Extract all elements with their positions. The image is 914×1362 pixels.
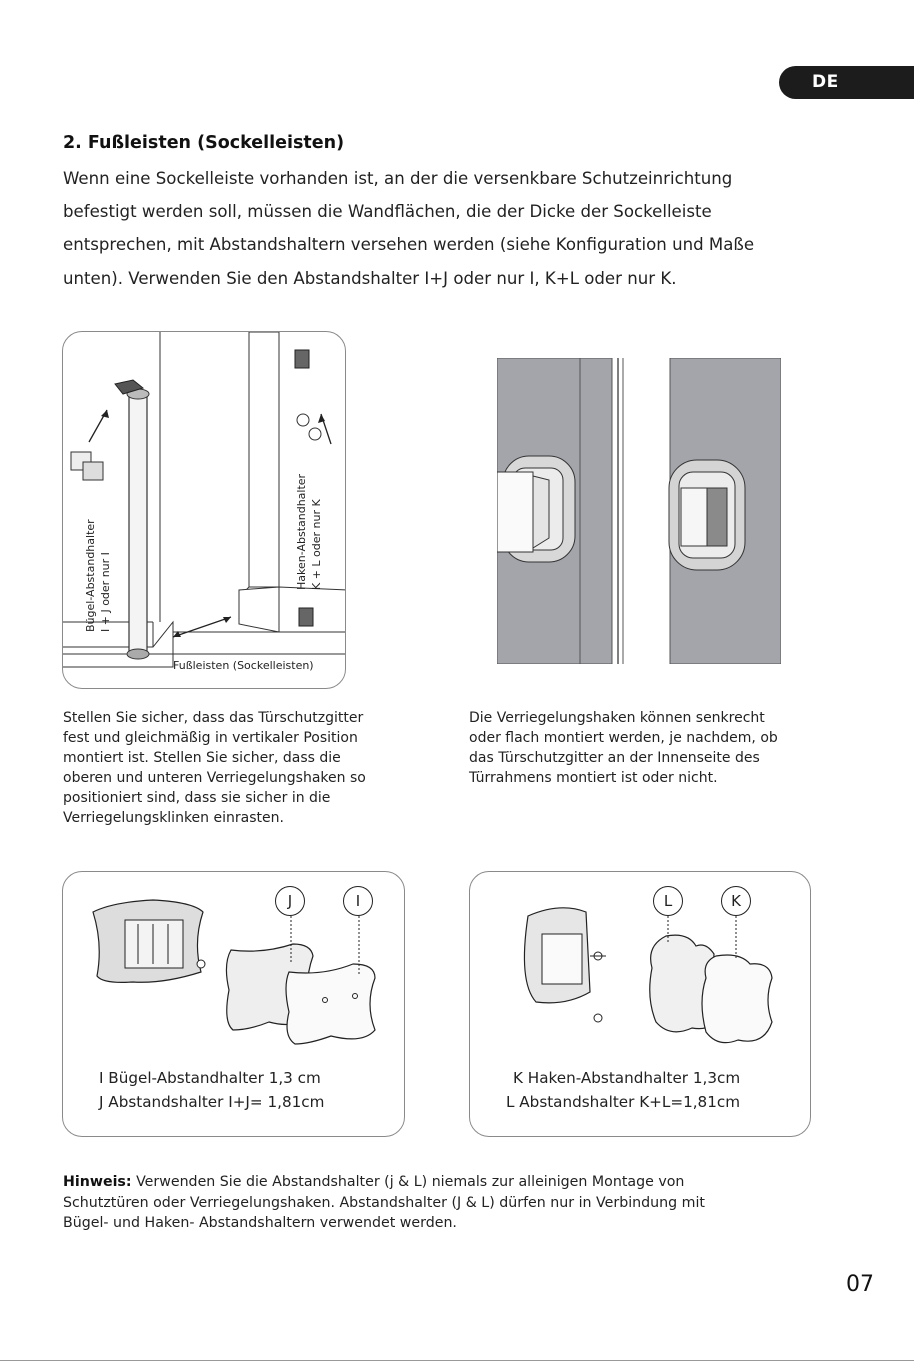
figure-label-right-1: Haken-Abstandhalter [295,473,308,590]
installation-figure [62,331,346,689]
bracket-spacer-panel [62,871,405,1137]
caption-left-line: positioniert sind, dass sie sicher in die [63,790,331,806]
intro-line: Wenn eine Sockelleiste vorhanden ist, an der die versenkbare Schutzeinrichtung [63,169,733,188]
note-text: Bügel- und Haken- Abstandshaltern verwendet werden. [63,1215,457,1231]
badge-i: I [343,886,373,916]
caption-left-line: Verriegelungsklinken einrasten. [63,810,284,826]
caption-left [63,708,366,828]
hook-spacer-specs [506,1066,740,1114]
caption-right-line: das Türschutzgitter an der Innenseite des [469,750,760,766]
figure-label-baseboard: Fußleisten (Sockelleisten) [173,659,314,672]
hook-spacer-illustration [470,872,811,1052]
caption-right [469,708,778,788]
bracket-spacer-specs [99,1066,324,1114]
note-paragraph [63,1172,843,1234]
door-frame-figure [497,358,781,664]
note-text: Schutztüren oder Verriegelungshaken. Abstandshalter (J & L) dürfen nur in Verbindung mit [63,1194,705,1211]
badge-j: J [275,886,305,916]
caption-left-line: Stellen Sie sicher, dass das Türschutzgitter [63,710,364,726]
language-tab: DE [779,66,914,99]
badge-k: K [721,886,751,916]
spec-line: K Haken-Abstandhalter 1,3cm [513,1069,741,1087]
spec-line: L Abstandshalter K+L=1,81cm [506,1093,741,1111]
caption-right-line: oder flach montiert werden, je nachdem, ob [469,730,778,746]
bottom-rule [0,1360,914,1361]
page-number: 07 [846,1272,874,1297]
installation-illustration [63,332,346,689]
section-title: 2. Fußleisten (Sockelleisten) [63,133,345,153]
intro-line: unten). Verwenden Sie den Abstandshalter I+J oder nur I, K+L oder nur K. [63,268,677,288]
door-frame-illustration [497,358,781,664]
figure-label-left-2: I + J oder nur I [99,552,112,632]
figure-label-left-1: Bügel-Abstandhalter [84,519,97,632]
intro-line: befestigt werden soll, müssen die Wandflächen, die der Dicke der Sockelleiste [63,202,712,222]
hook-spacer-panel [469,871,811,1137]
caption-left-line: oberen und unteren Verriegelungshaken so [63,770,366,786]
badge-l: L [653,886,683,916]
intro-line: entsprechen, mit Abstandshaltern versehen werden (siehe Konfiguration und Maße [63,235,755,255]
caption-left-line: fest und gleichmäßig in vertikaler Position [63,730,358,746]
spec-line: I Bügel-Abstandhalter 1,3 cm [99,1069,321,1087]
intro-paragraph [63,162,833,295]
figure-label-right-2: K + L oder nur K [310,499,323,590]
caption-right-line: Türrahmens montiert ist oder nicht. [469,770,718,786]
caption-right-line: Die Verriegelungshaken können senkrecht [469,710,765,726]
note-text: Verwenden Sie die Abstandshalter (j & L) niemals zur alleinigen Montage von [131,1174,685,1190]
note-label: Hinweis: [63,1174,132,1190]
spec-line: J Abstandshalter I+J= 1,81cm [99,1093,325,1111]
caption-left-line: montiert ist. Stellen Sie sicher, dass die [63,750,341,766]
